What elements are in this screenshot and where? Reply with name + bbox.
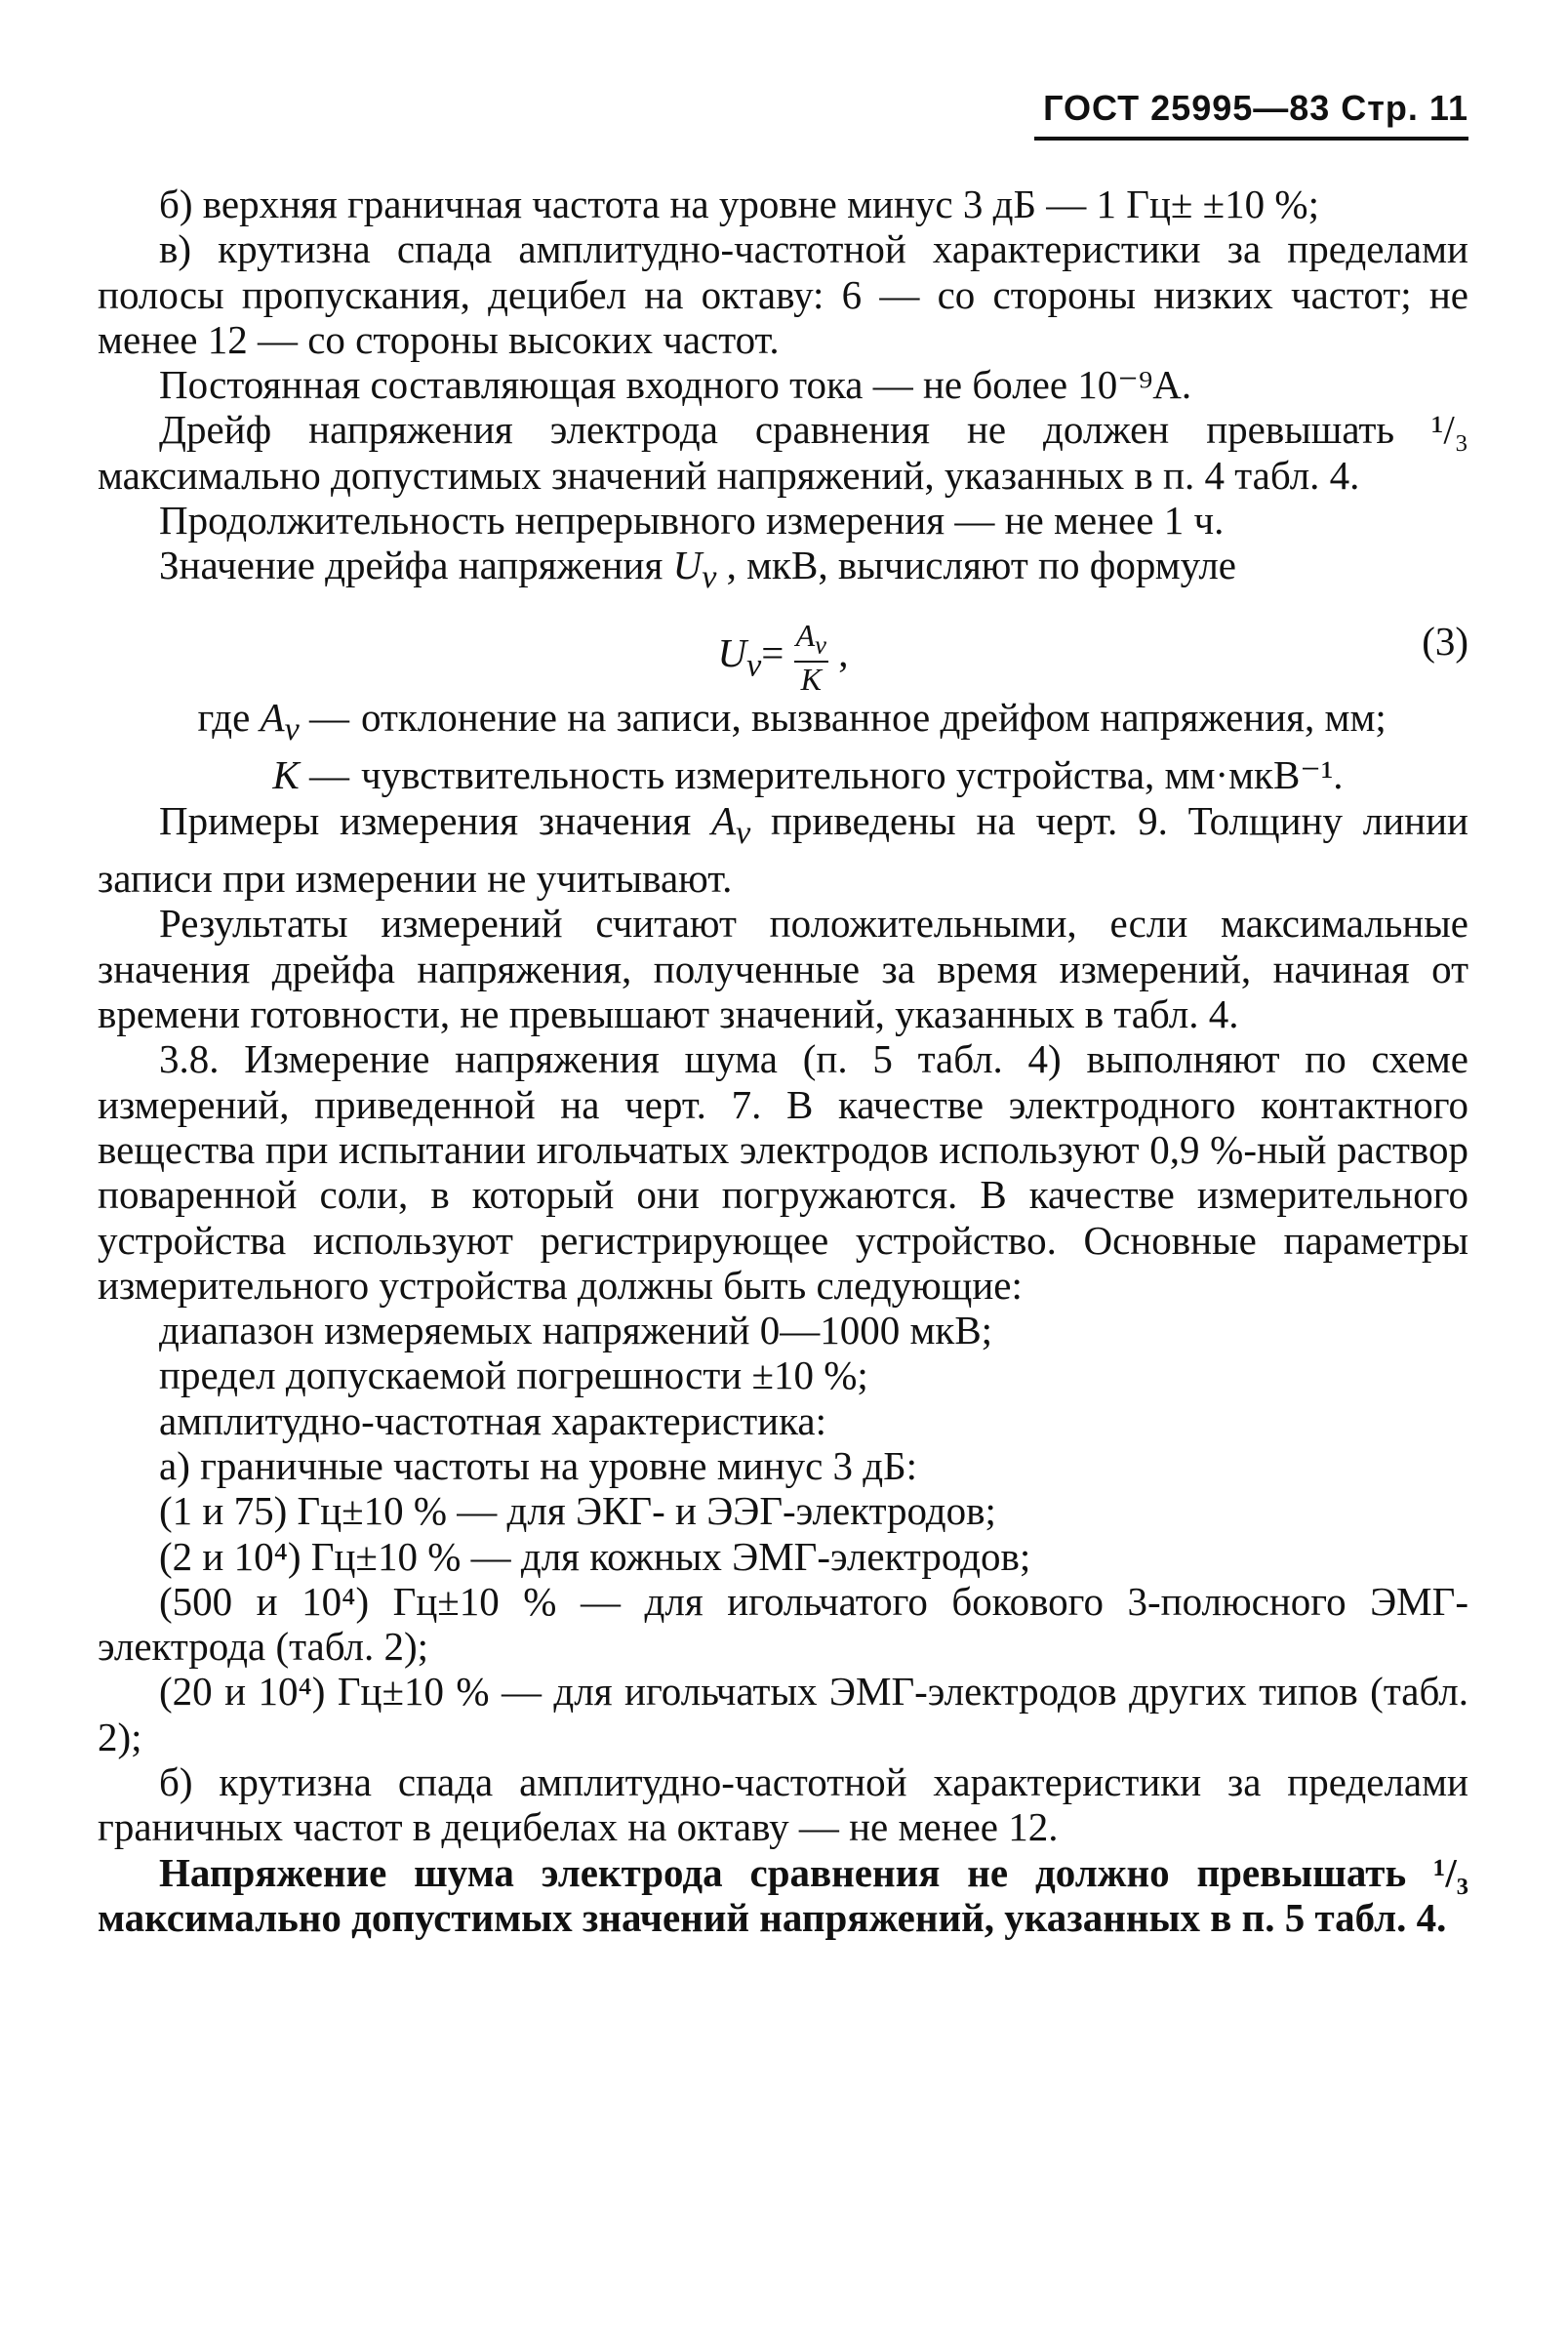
list-item-ekg: (1 и 75) Гц±10 % — для ЭКГ- и ЭЭГ-электродов; xyxy=(159,1488,996,1534)
paragraph-drift-formula-intro xyxy=(98,543,1468,600)
text-segment: приведены на черт. 9. Толщину линии записи при измерении не учитывают. xyxy=(98,797,1468,902)
text-segment: Примеры измерения значения xyxy=(159,797,712,843)
list-item-needle-3pole: (500 и 10⁴) Гц±10 % — для игольчатого бокового 3-полюсного ЭМГ-электрода (табл. 2); xyxy=(98,1578,1468,1670)
list-item-range: диапазон измеряемых напряжений 0—1000 мкВ; xyxy=(159,1308,993,1353)
numerator-subscript: v xyxy=(815,629,827,660)
variable-subscript: v xyxy=(702,559,717,596)
formula-expression xyxy=(98,619,1468,696)
paragraph-examples xyxy=(98,798,1468,902)
variable: A xyxy=(711,797,737,843)
term-dash: — xyxy=(299,694,349,740)
definition-term xyxy=(98,695,361,752)
formula-lhs: U xyxy=(717,629,747,675)
list-item-needle-other: (20 и 10⁴) Гц±10 % — для игольчатых ЭМГ-электродов других типов (табл. 2); xyxy=(98,1669,1468,1759)
term-var: K xyxy=(272,752,300,798)
variable: U xyxy=(672,543,703,588)
list-item-slope: б) крутизна спада амплитудно-частотной характеристики за пределами граничных частот в децибелах на октаву — не менее 12. xyxy=(98,1759,1468,1850)
paragraph-duration: Продолжительность непрерывного измерения — не менее 1 ч. xyxy=(159,498,1225,544)
paragraph-drift-limit: Дрейф напряжения электрода сравнения не должен превышать ¹/₃ максимально допустимых значений напряжений, указанных в п. 4 табл. 4. xyxy=(98,407,1468,498)
formula-fraction xyxy=(794,619,828,696)
list-item-error: предел допускаемой погрешности ±10 %; xyxy=(159,1352,868,1398)
term-dash: — xyxy=(299,752,349,798)
formula-number: (3) xyxy=(1422,618,1468,664)
list-item-skin-emg: (2 и 10⁴) Гц±10 % — для кожных ЭМГ-электродов; xyxy=(159,1533,1031,1579)
term-var: A xyxy=(260,694,285,740)
document-body xyxy=(98,182,1468,1940)
paragraph-slope: в) крутизна спада амплитудно-частотной характеристики за пределами полосы пропускания, децибел на октаву: 6 — со стороны низких частот; не менее 12 — со стороны высоких частот. xyxy=(98,226,1468,362)
definition-description: чувствительность измерительного устройства, мм·мкВ⁻¹. xyxy=(361,752,1344,798)
paragraph-3-8: 3.8. Измерение напряжения шума (п. 5 табл. 4) выполняют по схеме измерений, приведенной на черт. 7. В качестве электродного контактного вещества при испытании игольчатых электродов используют 0,9 %-ный раствор поваренной соли, в который они погружаются. В качестве измерительного устройства используют регистрирующее устройство. Основные параметры измерительного устройства должны быть следующие: xyxy=(98,1036,1468,1308)
term-subscript: v xyxy=(284,711,300,748)
paragraph-upper-frequency: б) верхняя граничная частота на уровне минус 3 дБ — 1 Гц± ±10 %; xyxy=(159,182,1319,226)
page-header: ГОСТ 25995—83 Стр. 11 xyxy=(1034,88,1468,141)
formula-comma: , xyxy=(828,629,849,675)
denominator-var: K xyxy=(800,662,822,698)
definition-k xyxy=(98,752,1468,797)
paragraph-input-current: Постоянная составляющая входного тока — не более 10⁻⁹А. xyxy=(159,362,1192,408)
text-segment: , мкВ, вычисляют по формуле xyxy=(716,543,1236,588)
where-word: где xyxy=(197,694,261,740)
text-segment: Значение дрейфа напряжения xyxy=(159,543,673,588)
definition-term xyxy=(98,752,361,797)
fraction-numerator xyxy=(794,619,828,663)
formula-lhs-subscript: v xyxy=(746,647,762,684)
definition-av xyxy=(98,695,1468,752)
paragraph-results: Результаты измерений считают положительными, если максимальные значения дрейфа напряжения, полученные за время измерений, начиная от времени готовности, не превышают значений, указанных в табл. 4. xyxy=(98,901,1468,1037)
paragraph-noise-limit: Напряжение шума электрода сравнения не должно превышать ¹/₃ максимально допустимых значений напряжений, указанных в п. 5 табл. 4. xyxy=(98,1849,1468,1940)
list-item-cutoff: а) граничные частоты на уровне минус 3 дБ: xyxy=(159,1442,918,1488)
fraction-denominator xyxy=(794,663,828,696)
numerator-var: A xyxy=(795,617,816,653)
list-item-afc: амплитудно-частотная характеристика: xyxy=(159,1397,826,1443)
formula-equals: = xyxy=(761,629,784,675)
variable-subscript: v xyxy=(736,814,751,851)
definition-description: отклонение на записи, вызванное дрейфом напряжения, мм; xyxy=(361,694,1387,740)
formula-3 xyxy=(98,601,1468,698)
